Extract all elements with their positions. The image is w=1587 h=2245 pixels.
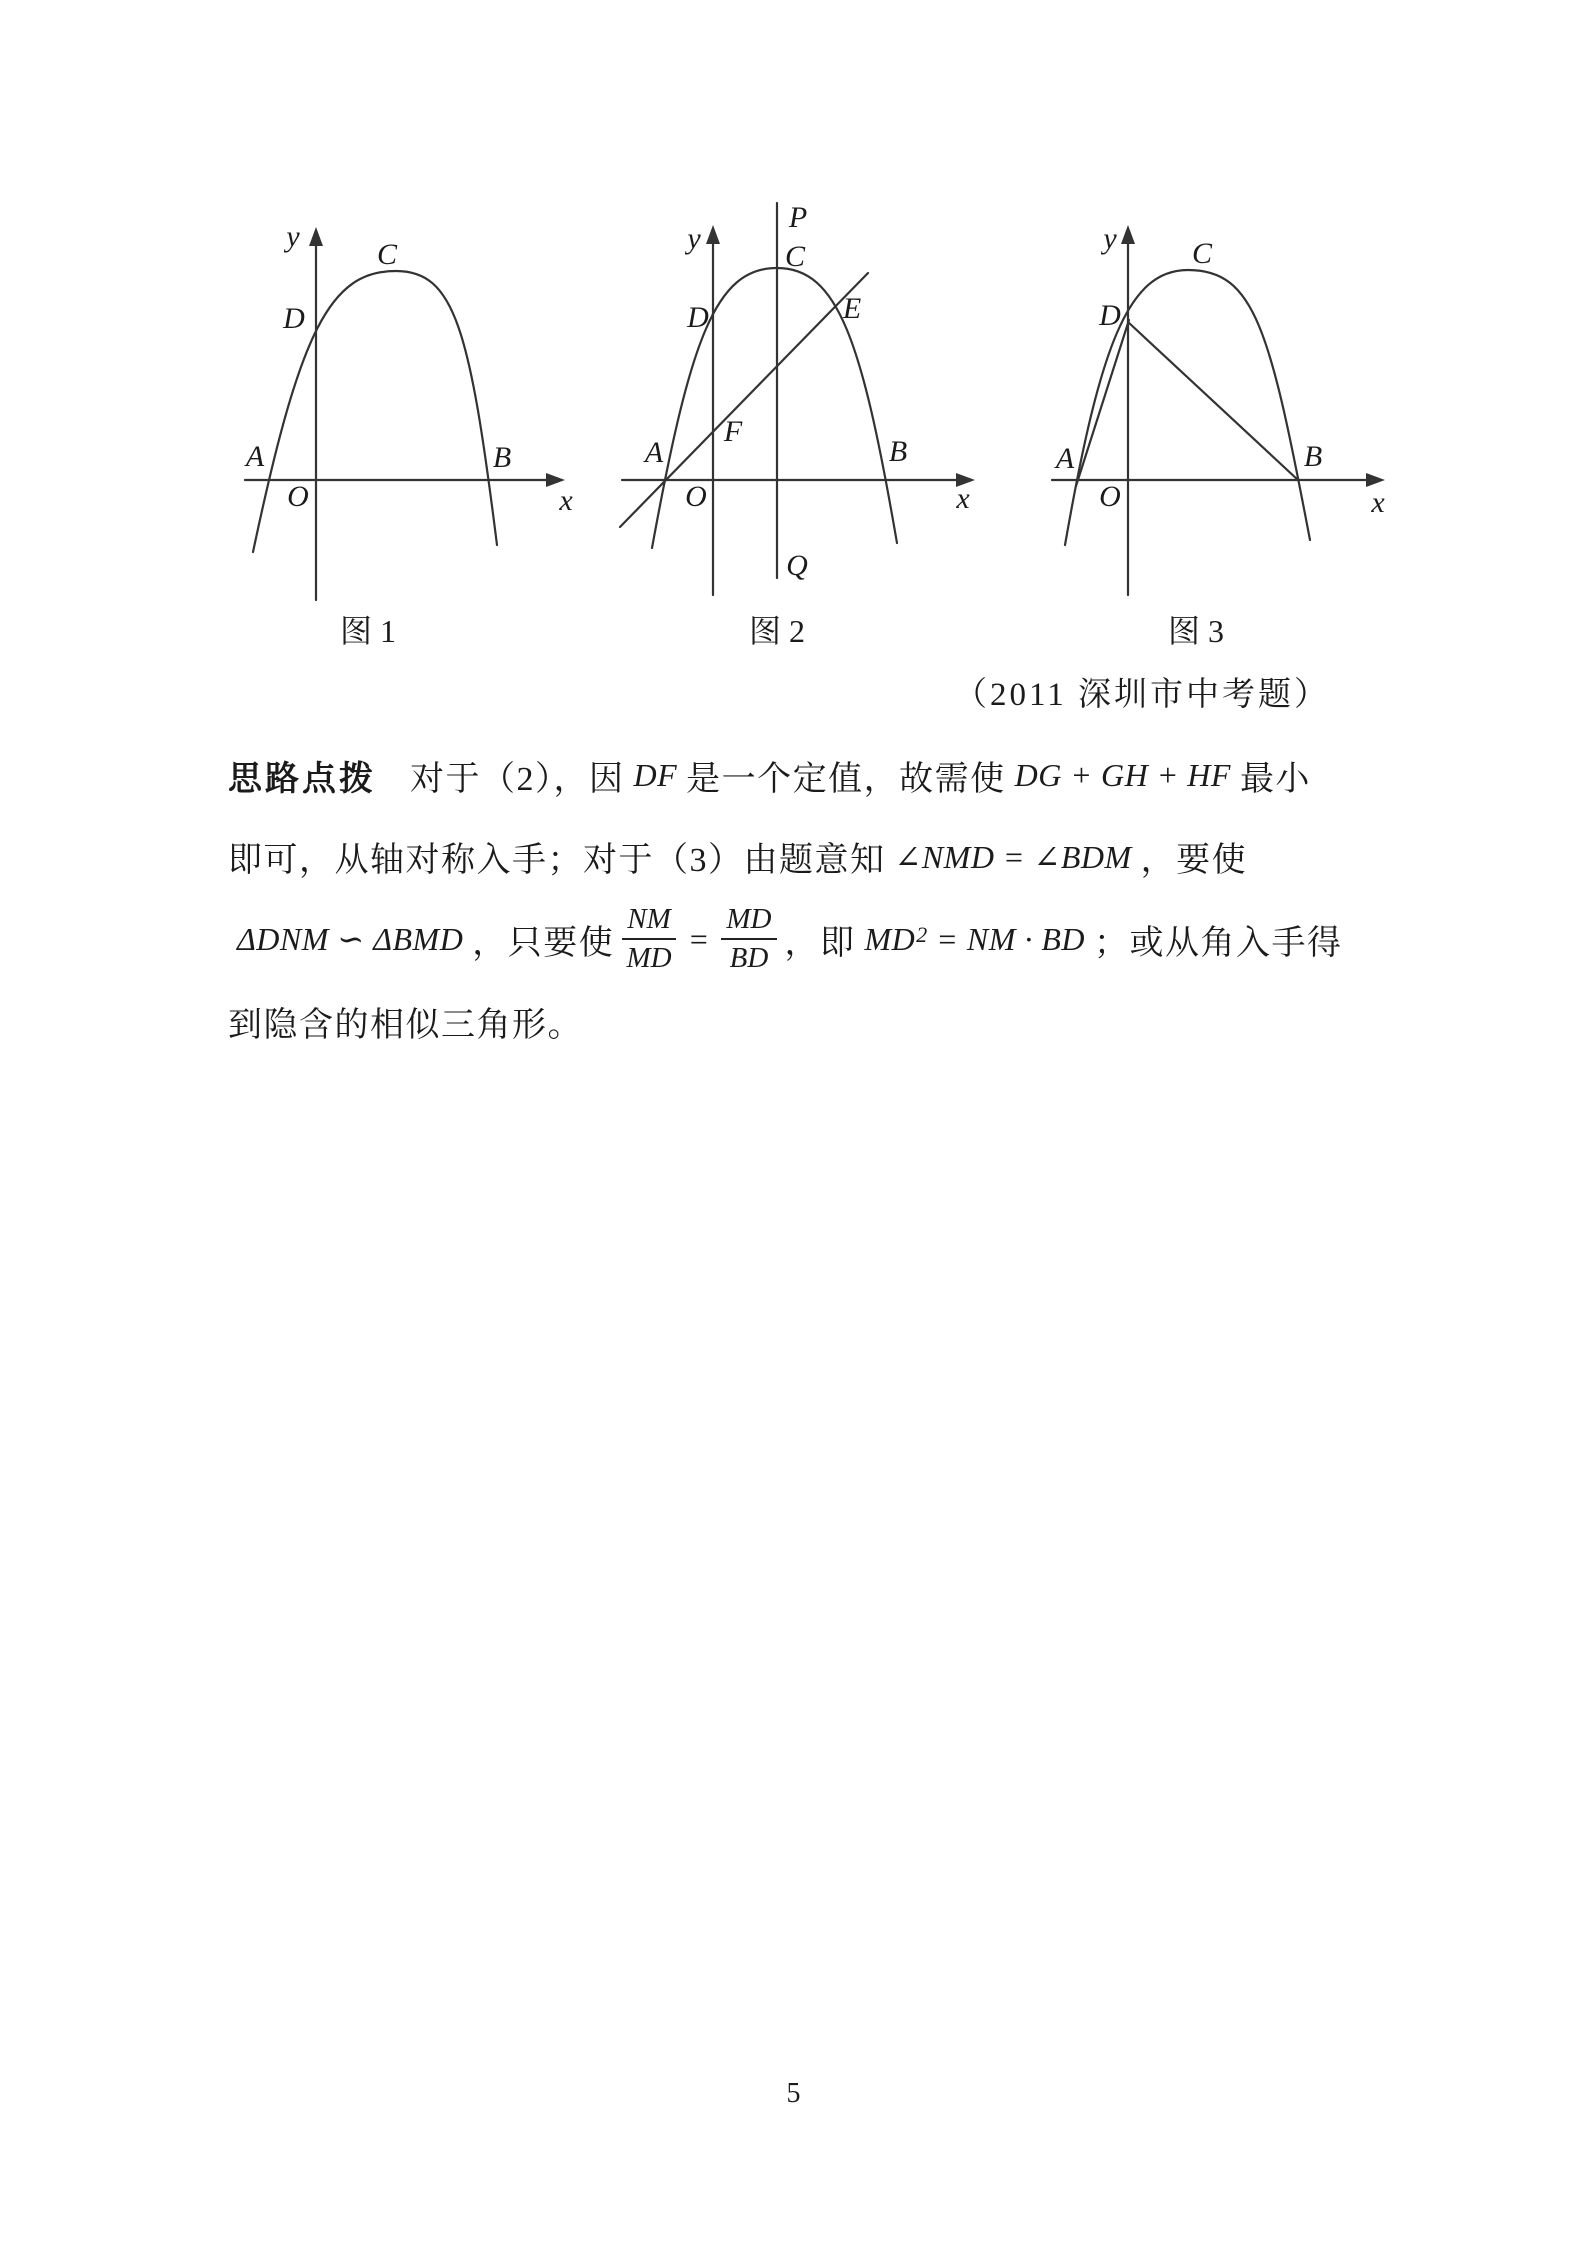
math-run: ΔDNM ∽ ΔBMD <box>237 921 464 957</box>
fig2-secant-line-afe <box>620 273 868 527</box>
fig2-label-f: F <box>723 415 743 448</box>
math-superscript: 2 <box>916 921 928 947</box>
fig2-label-x: x <box>956 482 970 515</box>
fraction-md-bd <box>721 903 776 975</box>
math-rhs: = NM · BD <box>936 920 1086 957</box>
figure-2 <box>620 201 975 649</box>
math-run: DG + GH + HF <box>1014 757 1231 793</box>
figures-canvas <box>0 0 1587 690</box>
fraction-numerator: NM <box>622 903 676 939</box>
text-run: 最小 <box>1239 761 1311 798</box>
equals-sign: = <box>687 920 710 957</box>
fraction-denominator: BD <box>729 941 769 974</box>
fig2-label-e: E <box>842 292 862 325</box>
fig3-y-axis-arrow-icon <box>1121 225 1135 244</box>
hint-paragraph <box>228 735 1368 1062</box>
math-base: MD <box>864 920 916 957</box>
fig3-chord-db <box>1128 322 1298 480</box>
paragraph-line-3 <box>228 897 1368 981</box>
fig3-label-o: O <box>1099 480 1121 513</box>
fig2-label-b: B <box>888 435 908 468</box>
figure-3 <box>1052 222 1385 649</box>
fraction-denominator: MD <box>626 941 672 974</box>
text-run: ，要使 <box>1140 842 1248 879</box>
fig1-label-a: A <box>245 440 265 473</box>
fig2-label-d: D <box>687 301 709 334</box>
lead-in-heading: 思路点拨 <box>228 761 376 798</box>
page-number: 5 <box>786 2078 801 2109</box>
text-run: 到隐含的相似三角形。 <box>228 1007 583 1044</box>
figure-1 <box>244 220 574 649</box>
fig3-label-x: x <box>1371 486 1385 519</box>
text-run: ，只要使 <box>472 924 615 962</box>
fig1-label-d: D <box>283 302 305 335</box>
fig3-chord-da <box>1076 320 1129 486</box>
text-run: 即可，从轴对称入手；对于（3）由题意知 <box>228 842 886 879</box>
fig1-label-y: y <box>286 220 300 253</box>
fig3-label-b: B <box>1303 440 1323 473</box>
fig2-label-y: y <box>687 222 701 255</box>
fig1-label-o: O <box>287 480 309 513</box>
fig1-y-axis-arrow-icon <box>309 227 323 246</box>
fraction-numerator: MD <box>721 903 776 939</box>
fig2-label-q: Q <box>786 549 808 582</box>
fig2-label-a: A <box>644 436 664 469</box>
fig1-label-b: B <box>492 441 512 474</box>
fraction-nm-md <box>622 903 676 975</box>
paragraph-line-4 <box>228 981 1368 1062</box>
fig3-caption: 图 3 <box>1167 613 1225 649</box>
fig2-label-c: C <box>784 240 806 273</box>
fig2-label-p: P <box>788 201 808 234</box>
fig1-label-x: x <box>559 484 573 517</box>
text-run: 对于（2），因 <box>410 761 625 798</box>
fig3-label-a: A <box>1055 442 1075 475</box>
text-run: 是一个定值，故需使 <box>686 761 1006 798</box>
fig2-label-o: O <box>685 480 707 513</box>
fig3-x-axis-arrow-icon <box>1366 473 1385 487</box>
fig3-label-y: y <box>1103 222 1117 255</box>
fig1-caption: 图 1 <box>339 613 397 649</box>
paragraph-line-2 <box>228 816 1368 897</box>
text-run: ，即 <box>784 924 856 962</box>
math-run: ∠NMD = ∠BDM <box>894 838 1132 875</box>
paragraph-line-1 <box>228 735 1368 816</box>
fig2-caption: 图 2 <box>748 613 806 649</box>
text-run: ；或从角入手得 <box>1094 924 1343 962</box>
fig3-label-d: D <box>1099 299 1121 332</box>
fig1-label-c: C <box>376 238 398 271</box>
math-run <box>865 921 1086 958</box>
source-citation: （2011 深圳市中考题） <box>953 677 1330 713</box>
fig2-y-axis-arrow-icon <box>706 225 720 244</box>
math-run: DF <box>633 757 678 793</box>
fig3-label-c: C <box>1191 237 1213 270</box>
